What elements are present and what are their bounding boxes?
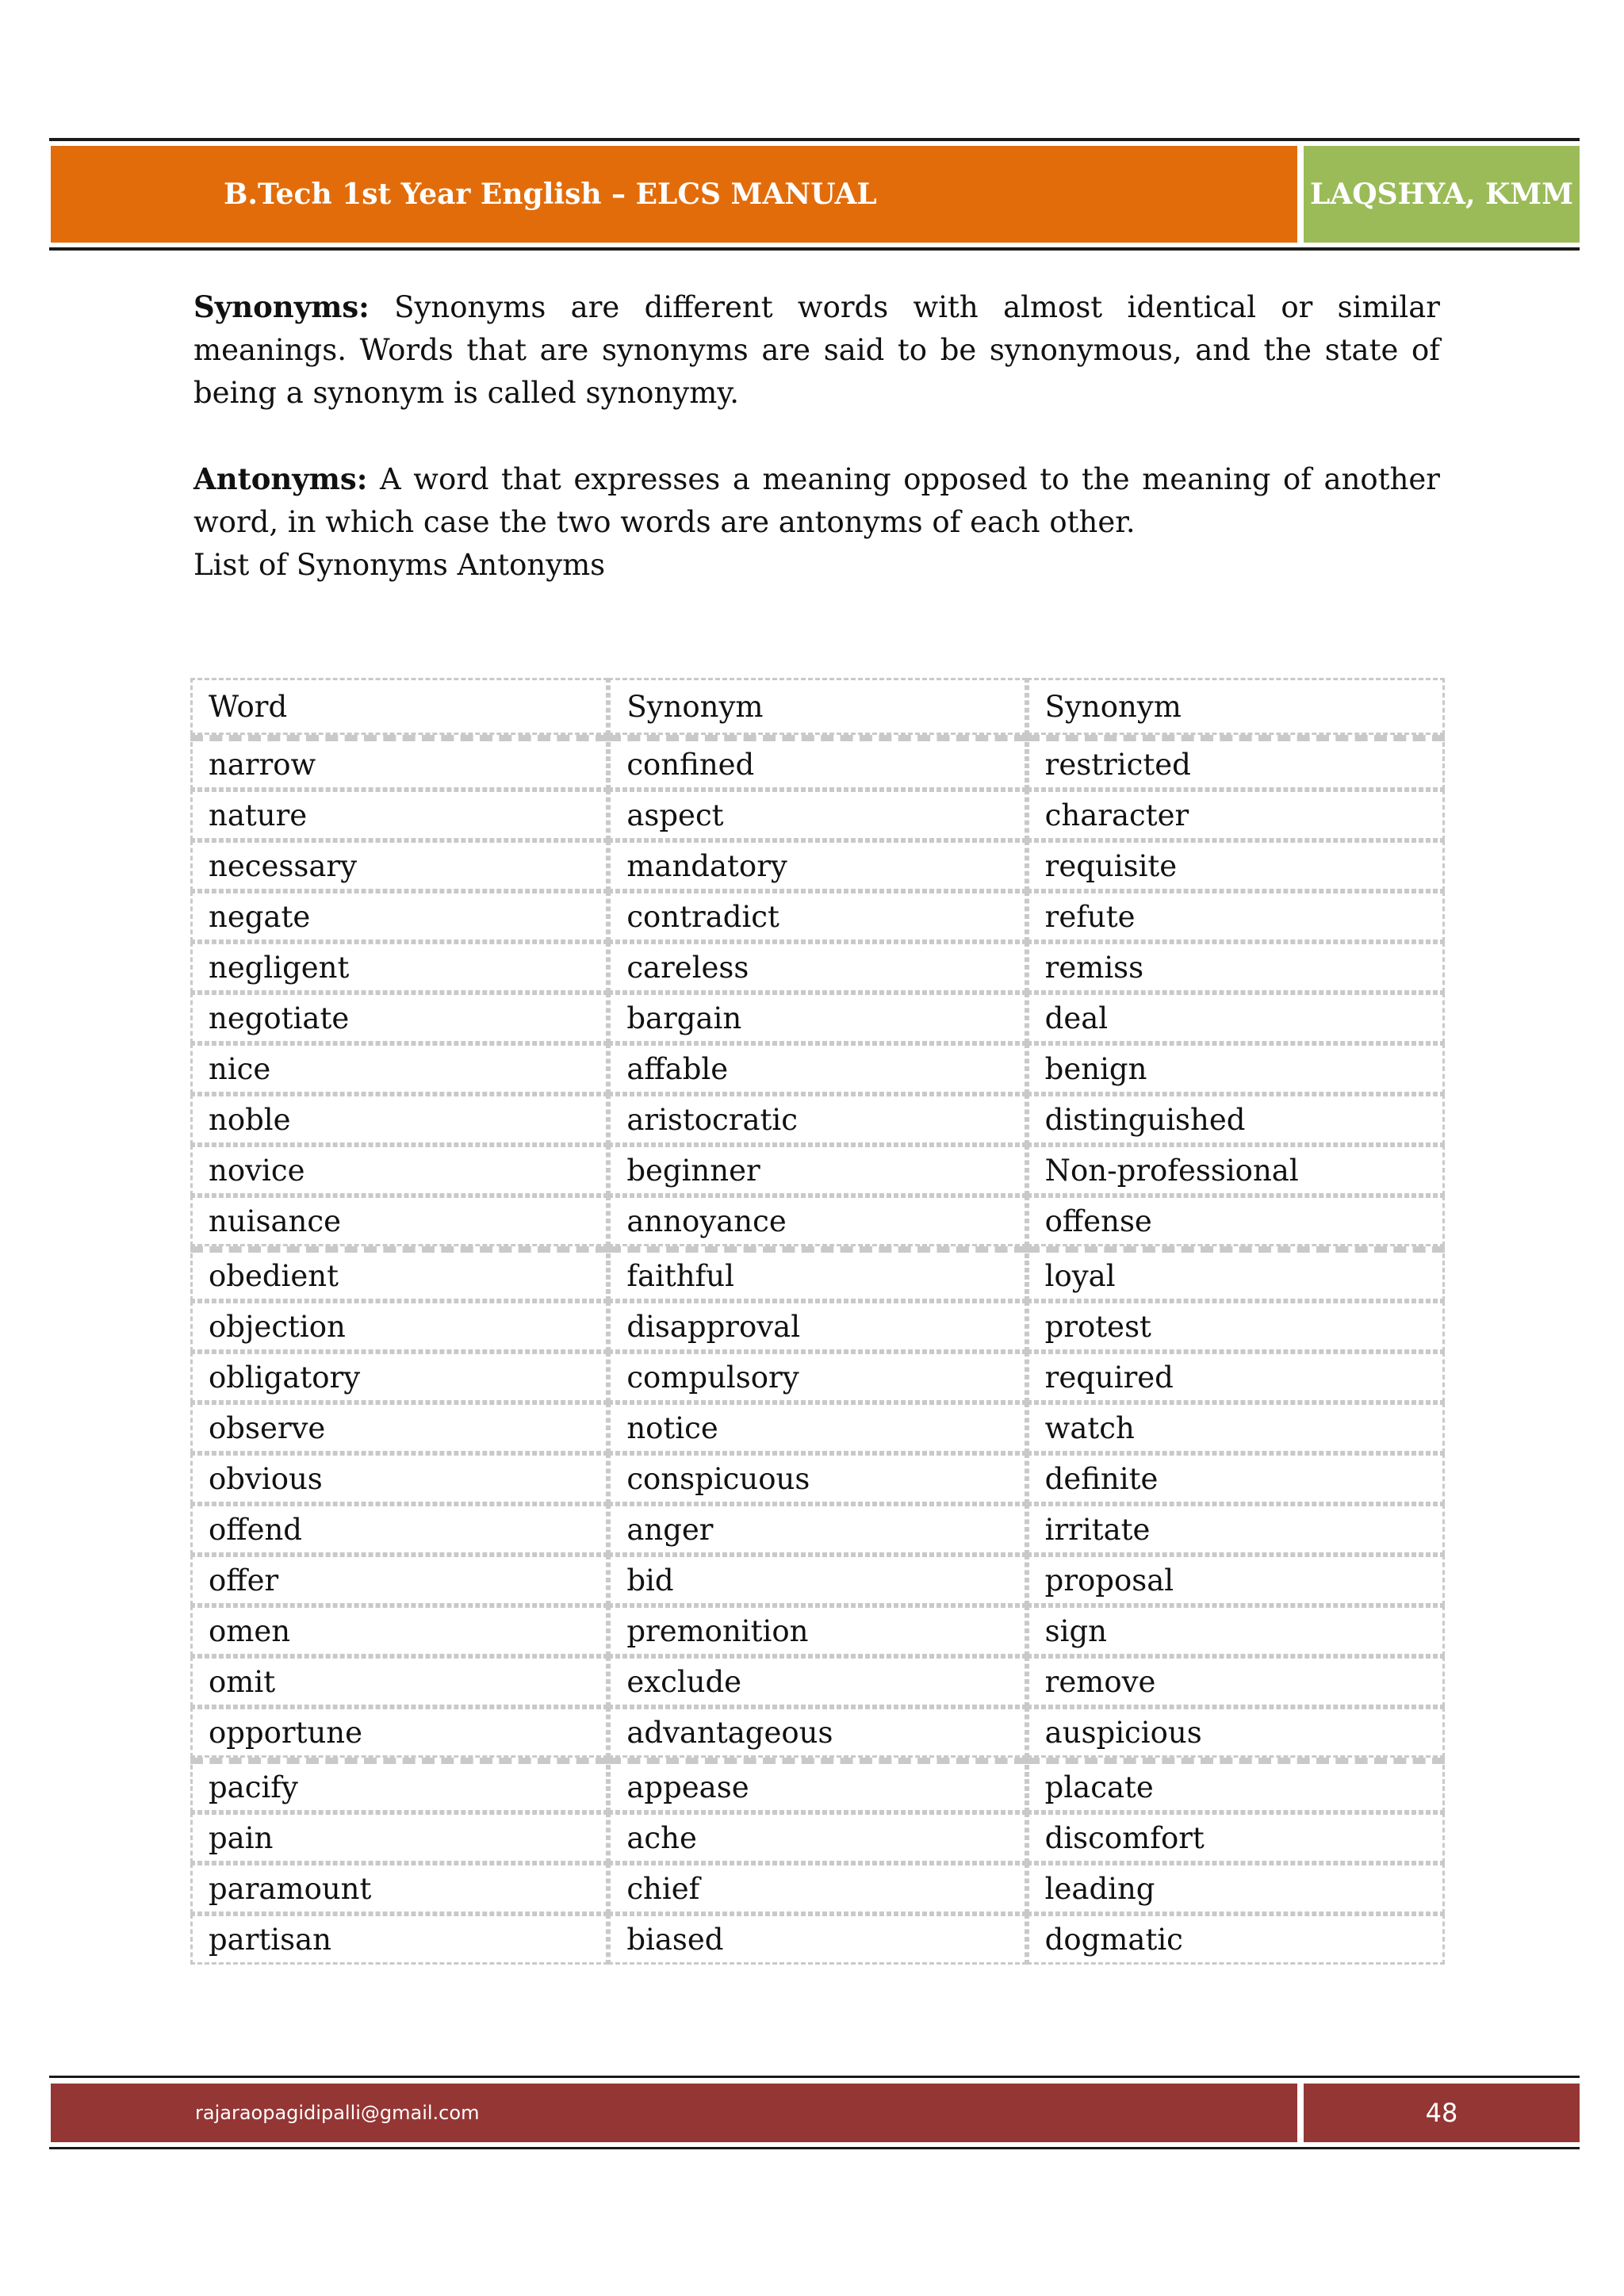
synonym-cell: contradict xyxy=(608,891,1026,942)
table-row xyxy=(190,735,1445,790)
header-separator xyxy=(1297,146,1304,243)
word-cell: narrow xyxy=(190,735,608,790)
synonym-cell: distinguished xyxy=(1027,1094,1445,1145)
word-cell: novice xyxy=(190,1145,608,1196)
table-row xyxy=(190,1402,1445,1453)
footer-bottom-rule xyxy=(49,2147,1580,2149)
synonym-cell: offense xyxy=(1027,1196,1445,1246)
table-row xyxy=(190,1352,1445,1402)
word-cell: nuisance xyxy=(190,1196,608,1246)
synonym-cell: definite xyxy=(1027,1453,1445,1504)
synonym-cell: refute xyxy=(1027,891,1445,942)
synonym-cell: placate xyxy=(1027,1758,1445,1812)
table-row xyxy=(190,942,1445,993)
header-top-rule xyxy=(49,138,1580,141)
main-content xyxy=(193,285,1440,587)
synonym-cell: appease xyxy=(608,1758,1026,1812)
footer-top-rule xyxy=(49,2076,1580,2078)
synonym-cell: anger xyxy=(608,1504,1026,1555)
table-row xyxy=(190,1301,1445,1352)
table-row xyxy=(190,1145,1445,1196)
table-row xyxy=(190,1707,1445,1758)
synonym-cell: dogmatic xyxy=(1027,1914,1445,1965)
synonym-cell: affable xyxy=(608,1043,1026,1094)
word-cell: nice xyxy=(190,1043,608,1094)
synonym-cell: compulsory xyxy=(608,1352,1026,1402)
synonym-cell: leading xyxy=(1027,1863,1445,1914)
synonym-cell: deal xyxy=(1027,993,1445,1043)
footer-separator xyxy=(1297,2084,1304,2142)
synonym-cell: exclude xyxy=(608,1656,1026,1707)
synonyms-table xyxy=(190,678,1445,1965)
word-cell: paramount xyxy=(190,1863,608,1914)
synonym-cell: required xyxy=(1027,1352,1445,1402)
synonym-cell: Non-professional xyxy=(1027,1145,1445,1196)
synonym-cell: aspect xyxy=(608,790,1026,840)
table-row xyxy=(190,993,1445,1043)
synonym-cell: notice xyxy=(608,1402,1026,1453)
word-cell: pain xyxy=(190,1812,608,1863)
word-cell: negotiate xyxy=(190,993,608,1043)
synonym-cell: auspicious xyxy=(1027,1707,1445,1758)
synonym-cell: faithful xyxy=(608,1246,1026,1301)
synonyms-text: Synonyms are different words with almost identical or similar meanings. Words that are synonyms are said to be synonymous, and the state of being a synonym is called synonymy. xyxy=(193,290,1440,410)
table-row xyxy=(190,1094,1445,1145)
word-cell: observe xyxy=(190,1402,608,1453)
word-cell: partisan xyxy=(190,1914,608,1965)
synonyms-definition xyxy=(193,285,1440,415)
table-row xyxy=(190,840,1445,891)
synonym-cell: remove xyxy=(1027,1656,1445,1707)
table-row xyxy=(190,1196,1445,1246)
synonym-cell: advantageous xyxy=(608,1707,1026,1758)
antonyms-text: A word that expresses a meaning opposed to the meaning of another word, in which case the two words are antonyms of each other. xyxy=(193,462,1440,539)
table-row xyxy=(190,1758,1445,1812)
word-cell: obligatory xyxy=(190,1352,608,1402)
table-row xyxy=(190,1504,1445,1555)
header-title: B.Tech 1st Year English – ELCS MANUAL xyxy=(51,146,1297,243)
footer-email: rajaraopagidipalli@gmail.com xyxy=(51,2084,1297,2142)
header-synonym-1: Synonym xyxy=(608,678,1026,735)
synonym-cell: premonition xyxy=(608,1605,1026,1656)
table-row xyxy=(190,1453,1445,1504)
table-row xyxy=(190,1246,1445,1301)
synonym-cell: aristocratic xyxy=(608,1094,1026,1145)
word-cell: offer xyxy=(190,1555,608,1605)
word-cell: negligent xyxy=(190,942,608,993)
synonym-cell: loyal xyxy=(1027,1246,1445,1301)
header-bottom-rule xyxy=(49,247,1580,251)
synonym-cell: bid xyxy=(608,1555,1026,1605)
synonym-cell: irritate xyxy=(1027,1504,1445,1555)
word-cell: noble xyxy=(190,1094,608,1145)
word-cell: offend xyxy=(190,1504,608,1555)
table-row xyxy=(190,891,1445,942)
synonym-cell: biased xyxy=(608,1914,1026,1965)
word-cell: necessary xyxy=(190,840,608,891)
word-cell: omen xyxy=(190,1605,608,1656)
synonyms-table-wrapper xyxy=(190,678,1445,1965)
paragraph-spacer xyxy=(193,415,1440,457)
synonym-cell: chief xyxy=(608,1863,1026,1914)
synonym-cell: disapproval xyxy=(608,1301,1026,1352)
table-row xyxy=(190,790,1445,840)
antonyms-definition xyxy=(193,457,1440,544)
list-title: List of Synonyms Antonyms xyxy=(193,548,606,582)
header-synonym-2: Synonym xyxy=(1027,678,1445,735)
word-cell: obedient xyxy=(190,1246,608,1301)
header-word: Word xyxy=(190,678,608,735)
synonym-cell: remiss xyxy=(1027,942,1445,993)
synonym-cell: watch xyxy=(1027,1402,1445,1453)
synonym-cell: protest xyxy=(1027,1301,1445,1352)
synonym-cell: ache xyxy=(608,1812,1026,1863)
synonym-cell: requisite xyxy=(1027,840,1445,891)
table-row xyxy=(190,1812,1445,1863)
synonym-cell: discomfort xyxy=(1027,1812,1445,1863)
page-header xyxy=(51,146,1580,243)
synonym-cell: annoyance xyxy=(608,1196,1026,1246)
word-cell: pacify xyxy=(190,1758,608,1812)
word-cell: omit xyxy=(190,1656,608,1707)
header-org: LAQSHYA, KMM xyxy=(1304,146,1580,243)
table-row xyxy=(190,1043,1445,1094)
synonym-cell: proposal xyxy=(1027,1555,1445,1605)
word-cell: obvious xyxy=(190,1453,608,1504)
word-cell: objection xyxy=(190,1301,608,1352)
synonym-cell: conspicuous xyxy=(608,1453,1026,1504)
page-footer xyxy=(51,2084,1580,2142)
synonym-cell: character xyxy=(1027,790,1445,840)
word-cell: opportune xyxy=(190,1707,608,1758)
synonym-cell: bargain xyxy=(608,993,1026,1043)
synonym-cell: mandatory xyxy=(608,840,1026,891)
table-row xyxy=(190,1605,1445,1656)
synonyms-label: Synonyms: xyxy=(193,289,370,324)
table-row xyxy=(190,1914,1445,1965)
synonym-cell: benign xyxy=(1027,1043,1445,1094)
table-row xyxy=(190,1555,1445,1605)
table-row xyxy=(190,1656,1445,1707)
synonym-cell: confined xyxy=(608,735,1026,790)
antonyms-label: Antonyms: xyxy=(193,461,368,496)
synonyms-table-body xyxy=(190,678,1445,1965)
synonym-cell: careless xyxy=(608,942,1026,993)
word-cell: nature xyxy=(190,790,608,840)
table-row xyxy=(190,1863,1445,1914)
synonym-cell: restricted xyxy=(1027,735,1445,790)
synonym-cell: sign xyxy=(1027,1605,1445,1656)
word-cell: negate xyxy=(190,891,608,942)
table-header-row xyxy=(190,678,1445,735)
synonym-cell: beginner xyxy=(608,1145,1026,1196)
page-number: 48 xyxy=(1304,2084,1580,2142)
